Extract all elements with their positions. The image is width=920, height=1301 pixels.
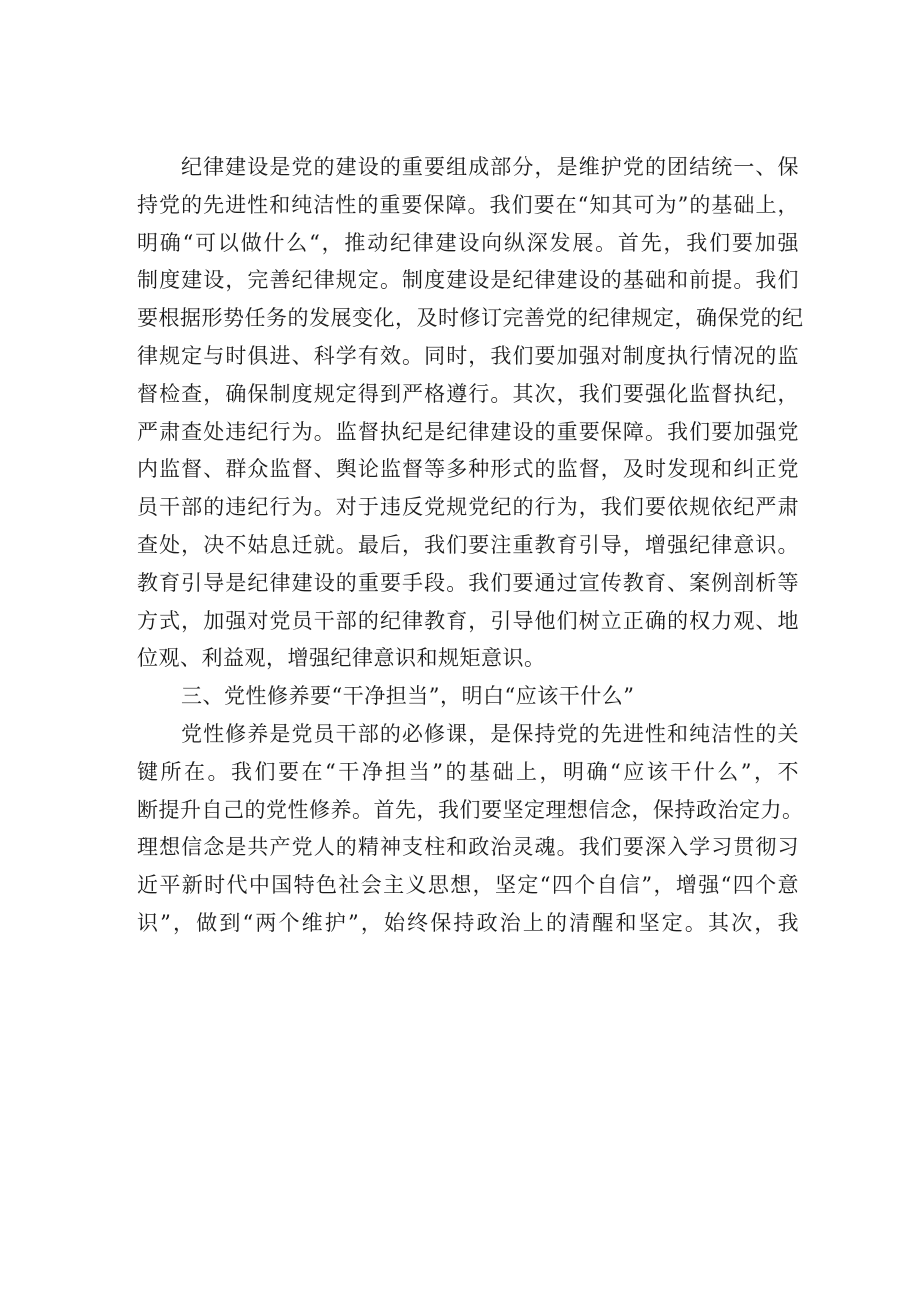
text-line: 要根据形势任务的发展变化，及时修订完善党的纪律规定，确保党的纪 [137, 306, 804, 331]
text-line: 断提升自己的党性修养。首先，我们要坚定理想信念，保持政治定力。 [137, 797, 804, 822]
text-line: 识”，做到“两个维护”，始终保持政治上的清醒和坚定。其次，我 [137, 910, 799, 935]
text-line: 员干部的违纪行为。对于违反党规党纪的行为，我们要依规依纪严肃 [137, 495, 799, 520]
text-line: 位观、利益观，增强纪律意识和规矩意识。 [137, 646, 546, 671]
text-line: 理想信念是共产党人的精神支柱和政治灵魂。我们要深入学习贯彻习 [137, 835, 799, 860]
text-line: 律规定与时俱进、科学有效。同时，我们要加强对制度执行情况的监 [137, 343, 799, 368]
text-line: 持党的先进性和纯洁性的重要保障。我们要在“知其可为”的基础上， [137, 192, 799, 217]
document-body [137, 149, 804, 943]
text-line: 党性修养是党员干部的必修课，是保持党的先进性和纯洁性的关 [181, 721, 799, 746]
text-line: 键所在。我们要在“干净担当”的基础上，明确“应该干什么”，不 [137, 759, 799, 784]
text-line: 督检查，确保制度规定得到严格遵行。其次，我们要强化监督执纪， [137, 381, 799, 406]
text-line: 内监督、群众监督、舆论监督等多种形式的监督，及时发现和纠正党 [137, 457, 799, 482]
section-heading: 三、党性修养要“干净担当”，明白“应该干什么” [181, 684, 635, 709]
text-line: 方式，加强对党员干部的纪律教育，引导他们树立正确的权力观、地 [137, 608, 799, 633]
text-line: 纪律建设是党的建设的重要组成部分，是维护党的团结统一、保 [181, 155, 799, 179]
text-line: 查处，决不姑息迁就。最后，我们要注重教育引导，增强纪律意识。 [137, 532, 799, 557]
text-line: 近平新时代中国特色社会主义思想，坚定“四个自信”，增强“四个意 [137, 873, 799, 898]
text-line: 制度建设，完善纪律规定。制度建设是纪律建设的基础和前提。我们 [137, 268, 799, 293]
text-line: 教育引导是纪律建设的重要手段。我们要通过宣传教育、案例剖析等 [137, 570, 799, 595]
text-line: 明确“可以做什么“，推动纪律建设向纵深发展。首先，我们要加强 [137, 230, 799, 255]
text-line: 严肃查处违纪行为。监督执纪是纪律建设的重要保障。我们要加强党 [137, 419, 799, 444]
